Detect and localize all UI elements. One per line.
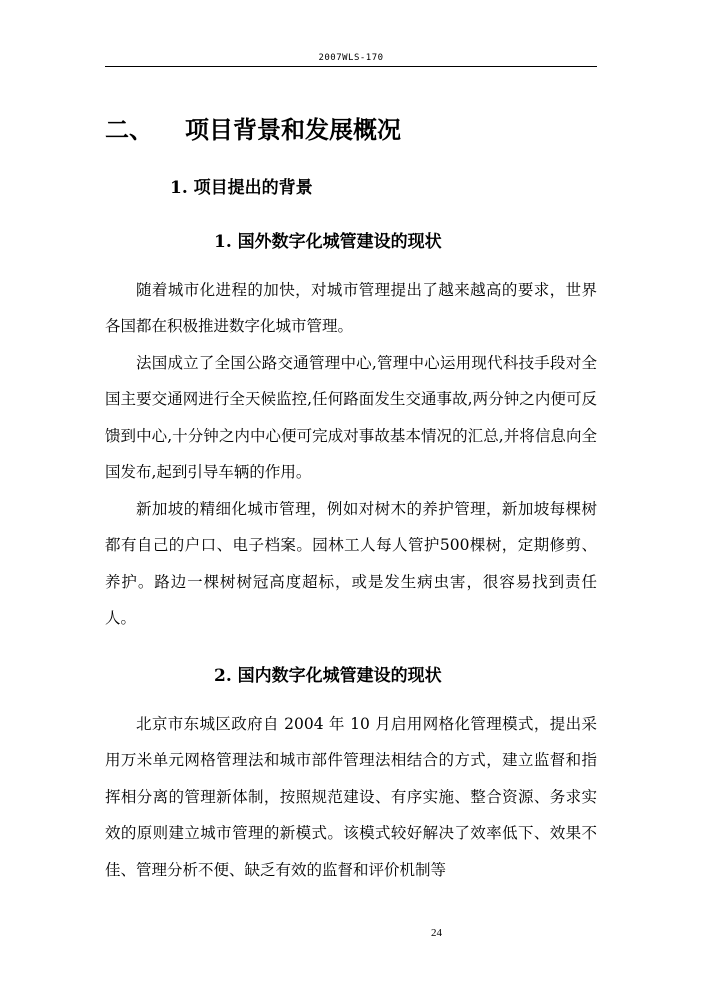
paragraph-urbanization: 随着城市化进程的加快，对城市管理提出了越来越高的要求，世界各国都在积极推进数字化城市管理。: [105, 281, 597, 336]
paragraph-singapore: 新加坡的精细化城市管理，例如对树木的养护管理，新加坡每棵树都有自己的户口、电子档案。园林工人每人管护500棵树，定期修剪、养护。路边一棵树树冠高度超标，或是发生病虫害，很容易找到责任人。: [105, 500, 597, 628]
paragraph-beijing: 北京市东城区政府自 2004 年 10 月启用网格化管理模式，提出采用万米单元网格管理法和城市部件管理法相结合的方式，建立监督和指挥相分离的管理新体制，按照规范建设、有序实施、整合资源、务求实效的原则建立城市管理的新模式。该模式较好解决了效率低下、效果不佳、管理分析不便、缺乏有效的监督和评价机制等: [105, 715, 597, 879]
header-divider: [105, 66, 597, 67]
section-heading: 1. 项目提出的背景: [170, 178, 313, 198]
chapter-title: 项目背景和发展概况: [185, 115, 401, 144]
header-document-code: 2007WLS-170: [318, 53, 384, 63]
chapter-heading: [105, 115, 401, 145]
subsection-heading-foreign: 1. 国外数字化城管建设的现状: [214, 232, 442, 252]
chapter-number: 二、: [105, 115, 153, 144]
subsection-heading-domestic: 2. 国内数字化城管建设的现状: [214, 666, 442, 686]
paragraph-france: 法国成立了全国公路交通管理中心,管理中心运用现代科技手段对全国主要交通网进行全天候监控,任何路面发生交通事故,两分钟之内便可反馈到中心,十分钟之内中心便可完成对事故基本情况的汇总,并将信息向全国发布,起到引导车辆的作用。: [105, 354, 597, 482]
page-number: 24: [431, 927, 442, 939]
